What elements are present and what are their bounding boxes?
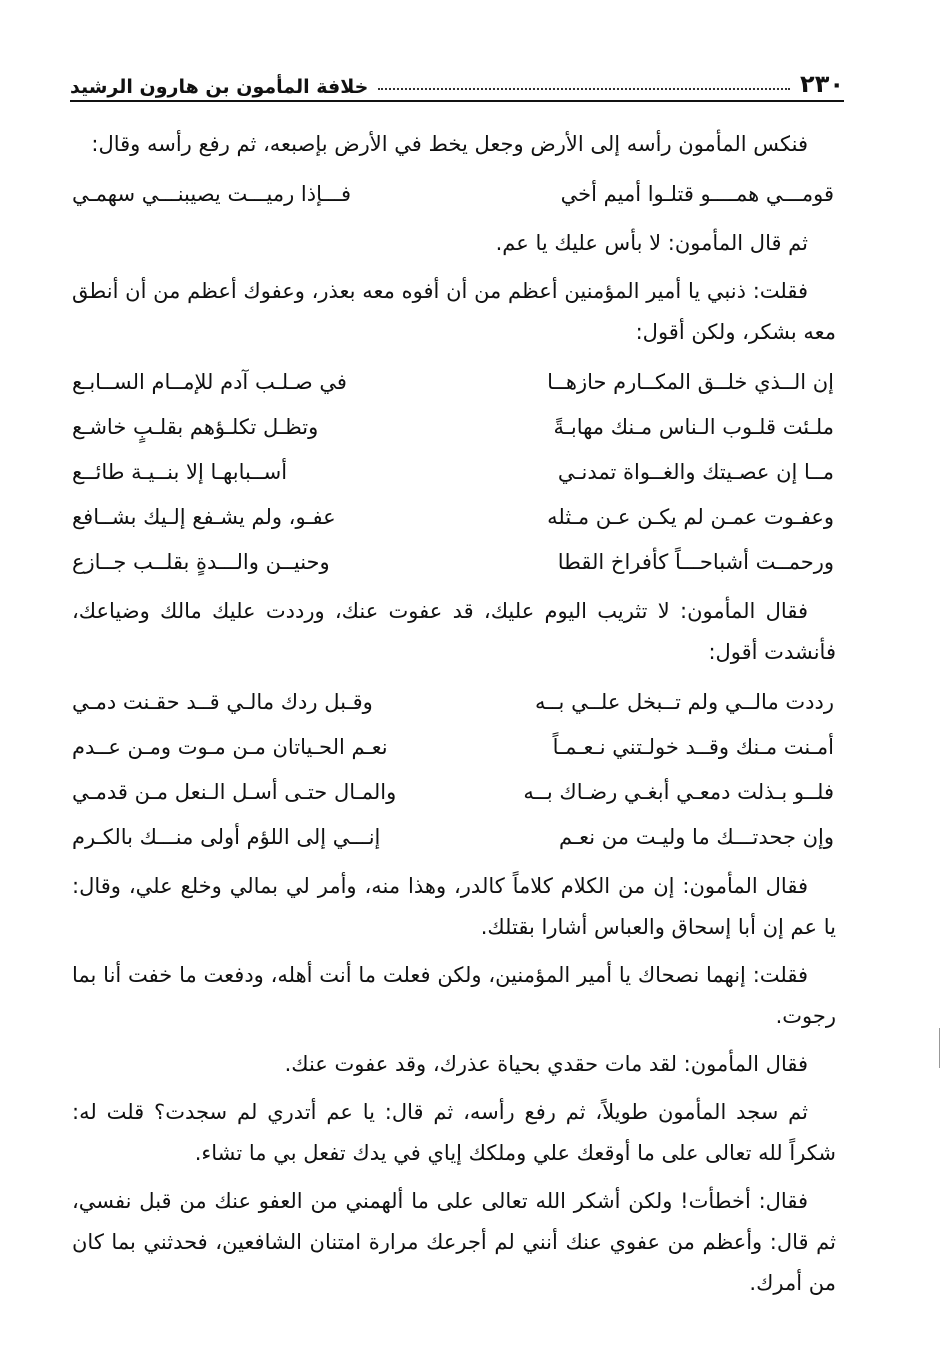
paragraph: فقال المأمون: لقد مات حقدي بحياة عذرك، وقد عفوت عنك.: [284, 1052, 808, 1076]
verse-second-hemistich: وقـبل ردك مالـي قــد حقـنت دمـي: [72, 690, 373, 714]
paragraph: فقلت: إنهما نصحاك يا أمير المؤمنين، ولكن فعلت ما أنت أهله، ودفعت ما خفت أنا بما رجوت.: [72, 963, 836, 1028]
verse-first-hemistich: أمـنت مـنك وقــد خولـتني نـعـمـاً: [552, 735, 834, 759]
verse-line: [72, 450, 836, 495]
verse-line: [72, 495, 836, 540]
verse-second-hemistich: أســبابهـا إلا بنــيـة طائــع: [72, 460, 288, 484]
verse-second-hemistich: وحنيــن والـــدةٍ بقلــب جــازع: [72, 550, 330, 574]
verse-line: [72, 770, 836, 815]
verse-first-hemistich: مــا إن عصـيتك والغــواة تمدنـي: [557, 460, 834, 484]
verse-line: [72, 540, 836, 585]
scan-edge-mark: [939, 1028, 940, 1068]
verse-first-hemistich: قومـــي همــــو قتلـوا أميم أخي: [560, 182, 834, 206]
verse-second-hemistich: في صـلـب آدم للإمــام الســابـع: [72, 370, 347, 394]
paragraph: فقلت: ذنبي يا أمير المؤمنين أعظم من أن أفوه معه بعذر، وعفوك أعظم من أن أنطق معه بشكر، ولكن أقول:: [72, 279, 836, 344]
page-number: ٢٣٠: [800, 70, 844, 98]
verse-second-hemistich: عفـو، ولم يشـفع إلـيك بشــافع: [72, 505, 336, 529]
verse-line: [72, 725, 836, 770]
verse-second-hemistich: فـــإذا رميـــت يصيبنـــي سهمـي: [72, 182, 352, 206]
verse-line: [72, 815, 836, 860]
verse-first-hemistich: ملـئت قلـوب الـناس مـنك مهابـةً: [553, 415, 834, 439]
verse-line: [72, 680, 836, 725]
verse-first-hemistich: إن الــذي خلــق المكــارم حازهــا: [547, 370, 834, 394]
poem-block: [72, 172, 836, 217]
verse-first-hemistich: وإن جحدتـــك ما وليـت من نعـم: [559, 825, 834, 849]
verse-first-hemistich: رددت مالــي ولم تــبخل علــي بــه: [534, 690, 834, 714]
verse-second-hemistich: إنـــي إلى اللؤم أولى منـــك بالكـرم: [72, 825, 381, 849]
paragraph: فنكس المأمون رأسه إلى الأرض وجعل يخط في الأرض بإصبعه، ثم رفع رأسه وقال:: [91, 132, 808, 156]
verse-line: [72, 172, 836, 217]
paragraph: ثم سجد المأمون طويلاً، ثم رفع رأسه، ثم قال: يا عم أتدري لم سجدت؟ قلت له: شكراً لله تعالى على ما أوقعك علي وملكك إياي في يدك تفعل بي ما تشاء.: [72, 1100, 836, 1165]
poem-block: [72, 680, 836, 860]
header-dotted-rule: [378, 88, 790, 90]
poem-block: [72, 360, 836, 585]
verse-first-hemistich: وعفـوت عمـن لم يكـن عـن مـثله: [547, 505, 834, 529]
paragraph: فقال: أخطأت! ولكن أشكر الله تعالى على ما ألهمني من العفو عنك من قبل نفسي، ثم قال: وأعظم من عفوي عنك أنني لم أجرعك مرارة امتنان الشافعين، فحدثني بما كان من أمرك.: [72, 1189, 836, 1295]
verse-second-hemistich: نعـم الحـياتان مـن مـوت ومـن عــدم: [72, 735, 388, 759]
verse-line: [72, 360, 836, 405]
verse-line: [72, 405, 836, 450]
verse-first-hemistich: فلــو بـذلت دمعـي أبغـي رضـاك بــه: [523, 780, 834, 804]
page-header: [70, 62, 844, 102]
paragraph: فقال المأمون: إن من الكلام كلاماً كالدر، وهذا منه، وأمر لي بمالي وخلع علي، وقال: يا عم إن أبا إسحاق والعباس أشارا بقتلك.: [72, 874, 836, 939]
verse-first-hemistich: ورحمــت أشباحـــاً كأفراخ القطا: [557, 550, 834, 574]
paragraph: فقال المأمون: لا تثريب اليوم عليك، قد عفوت عنك، ورددت عليك مالك وضياعك، فأنشدت أقول:: [72, 599, 836, 664]
verse-second-hemistich: والمـال حتـى أسـل الـنعل مـن قدمـي: [72, 780, 397, 804]
paragraph: ثم قال المأمون: لا بأس عليك يا عم.: [495, 231, 808, 255]
page-body: [72, 124, 836, 1311]
verse-second-hemistich: وتظـل تكلـؤهم بقلـبٍ خاشـع: [72, 415, 319, 439]
running-title: خلافة المأمون بن هارون الرشيد: [70, 76, 369, 98]
